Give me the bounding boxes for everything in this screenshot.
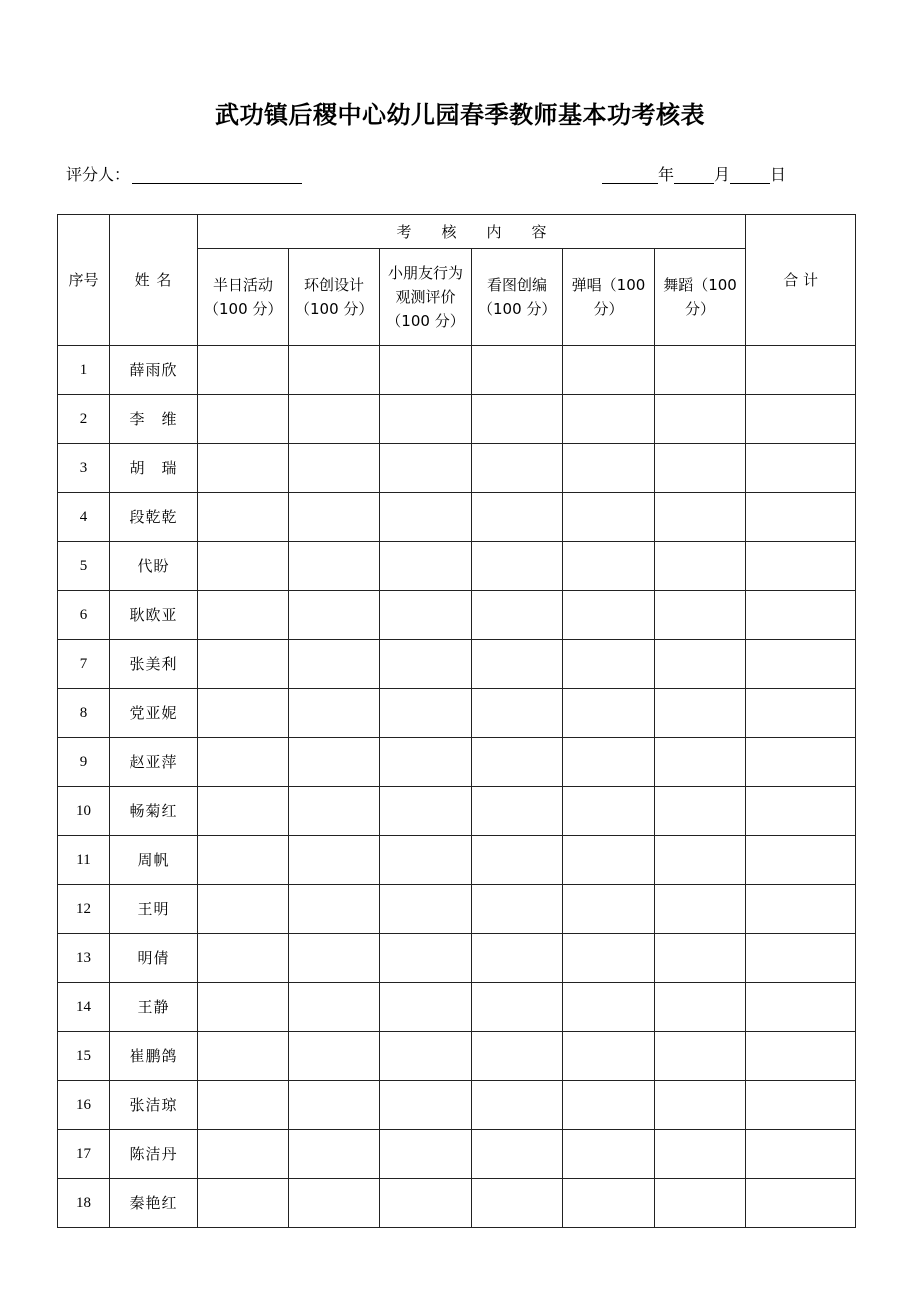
header-total: 合 计: [746, 215, 856, 346]
row-seq: 2: [58, 395, 110, 444]
score-half-day-activity-cell[interactable]: [198, 836, 289, 885]
score-child-observation-cell[interactable]: [380, 1130, 472, 1179]
score-dance-cell[interactable]: [655, 444, 746, 493]
score-child-observation-cell[interactable]: [380, 395, 472, 444]
row-teacher-name: 畅菊红: [110, 787, 198, 836]
table-row: [58, 1032, 856, 1081]
row-seq: 11: [58, 836, 110, 885]
day-blank-line[interactable]: [730, 167, 770, 184]
score-environment-design-cell[interactable]: [289, 346, 380, 395]
score-dance-cell[interactable]: [655, 983, 746, 1032]
score-singing-cell[interactable]: [563, 983, 655, 1032]
score-dance-cell[interactable]: [655, 493, 746, 542]
table-row: [58, 493, 856, 542]
score-total-cell[interactable]: [746, 1081, 856, 1130]
year-blank-line[interactable]: [602, 167, 658, 184]
score-picture-story-cell[interactable]: [472, 983, 563, 1032]
table-row: [58, 542, 856, 591]
score-half-day-activity-cell[interactable]: [198, 346, 289, 395]
score-total-cell[interactable]: [746, 591, 856, 640]
score-total-cell[interactable]: [746, 1130, 856, 1179]
table-row: [58, 738, 856, 787]
header-seq: 序号: [58, 215, 110, 346]
score-picture-story-cell[interactable]: [472, 346, 563, 395]
score-picture-story-cell[interactable]: [472, 493, 563, 542]
table-row: [58, 1081, 856, 1130]
score-environment-design-cell[interactable]: [289, 395, 380, 444]
row-teacher-name: 胡 瑞: [110, 444, 198, 493]
table-row: [58, 591, 856, 640]
score-half-day-activity-cell[interactable]: [198, 542, 289, 591]
score-singing-cell[interactable]: [563, 346, 655, 395]
row-seq: 18: [58, 1179, 110, 1228]
header-dance: 舞蹈（100 分）: [655, 249, 746, 346]
score-total-cell[interactable]: [746, 836, 856, 885]
score-child-observation-cell[interactable]: [380, 836, 472, 885]
score-total-cell[interactable]: [746, 983, 856, 1032]
date-field: [602, 162, 786, 185]
header-half-day-activity: 半日活动（100 分）: [198, 249, 289, 346]
score-child-observation-cell[interactable]: [380, 640, 472, 689]
score-total-cell[interactable]: [746, 640, 856, 689]
score-singing-cell[interactable]: [563, 689, 655, 738]
row-seq: 15: [58, 1032, 110, 1081]
score-dance-cell[interactable]: [655, 1032, 746, 1081]
header-singing: 弹唱（100 分）: [563, 249, 655, 346]
score-dance-cell[interactable]: [655, 934, 746, 983]
table-row: [58, 787, 856, 836]
header-row-group: [58, 215, 856, 249]
row-teacher-name: 崔鹏鸽: [110, 1032, 198, 1081]
score-child-observation-cell[interactable]: [380, 444, 472, 493]
scorer-field: [66, 162, 302, 185]
score-child-observation-cell[interactable]: [380, 1179, 472, 1228]
score-half-day-activity-cell[interactable]: [198, 1032, 289, 1081]
table-row: [58, 640, 856, 689]
score-singing-cell[interactable]: [563, 738, 655, 787]
score-dance-cell[interactable]: [655, 885, 746, 934]
table-row: [58, 934, 856, 983]
row-teacher-name: 赵亚萍: [110, 738, 198, 787]
row-seq: 13: [58, 934, 110, 983]
year-label: 年: [658, 165, 675, 184]
score-picture-story-cell[interactable]: [472, 1179, 563, 1228]
row-teacher-name: 段乾乾: [110, 493, 198, 542]
row-teacher-name: 周帆: [110, 836, 198, 885]
row-teacher-name: 王明: [110, 885, 198, 934]
row-seq: 16: [58, 1081, 110, 1130]
score-total-cell[interactable]: [746, 542, 856, 591]
score-half-day-activity-cell[interactable]: [198, 1081, 289, 1130]
score-child-observation-cell[interactable]: [380, 934, 472, 983]
score-total-cell[interactable]: [746, 395, 856, 444]
score-singing-cell[interactable]: [563, 1179, 655, 1228]
score-half-day-activity-cell[interactable]: [198, 787, 289, 836]
row-seq: 7: [58, 640, 110, 689]
score-environment-design-cell[interactable]: [289, 738, 380, 787]
header-name: 姓 名: [110, 215, 198, 346]
scorer-blank-line[interactable]: [132, 167, 302, 184]
row-teacher-name: 明倩: [110, 934, 198, 983]
score-half-day-activity-cell[interactable]: [198, 591, 289, 640]
score-child-observation-cell[interactable]: [380, 493, 472, 542]
score-half-day-activity-cell[interactable]: [198, 983, 289, 1032]
month-label: 月: [714, 165, 731, 184]
score-half-day-activity-cell[interactable]: [198, 885, 289, 934]
score-dance-cell[interactable]: [655, 1179, 746, 1228]
score-dance-cell[interactable]: [655, 1081, 746, 1130]
score-environment-design-cell[interactable]: [289, 640, 380, 689]
score-half-day-activity-cell[interactable]: [198, 640, 289, 689]
score-picture-story-cell[interactable]: [472, 444, 563, 493]
score-dance-cell[interactable]: [655, 591, 746, 640]
score-singing-cell[interactable]: [563, 1032, 655, 1081]
header-picture-story: 看图创编（100 分）: [472, 249, 563, 346]
score-picture-story-cell[interactable]: [472, 934, 563, 983]
row-teacher-name: 王静: [110, 983, 198, 1032]
score-environment-design-cell[interactable]: [289, 1130, 380, 1179]
score-dance-cell[interactable]: [655, 542, 746, 591]
score-child-observation-cell[interactable]: [380, 689, 472, 738]
score-half-day-activity-cell[interactable]: [198, 689, 289, 738]
score-total-cell[interactable]: [746, 493, 856, 542]
table-row: [58, 836, 856, 885]
row-teacher-name: 张美利: [110, 640, 198, 689]
score-total-cell[interactable]: [746, 738, 856, 787]
score-dance-cell[interactable]: [655, 738, 746, 787]
score-child-observation-cell[interactable]: [380, 1081, 472, 1130]
score-singing-cell[interactable]: [563, 836, 655, 885]
row-teacher-name: 代盼: [110, 542, 198, 591]
row-seq: 6: [58, 591, 110, 640]
table-row: [58, 983, 856, 1032]
score-picture-story-cell[interactable]: [472, 689, 563, 738]
table-row: [58, 1179, 856, 1228]
row-teacher-name: 党亚妮: [110, 689, 198, 738]
score-environment-design-cell[interactable]: [289, 1081, 380, 1130]
score-singing-cell[interactable]: [563, 591, 655, 640]
score-child-observation-cell[interactable]: [380, 738, 472, 787]
score-picture-story-cell[interactable]: [472, 1081, 563, 1130]
page-title: 武功镇后稷中心幼儿园春季教师基本功考核表: [215, 101, 705, 129]
score-total-cell[interactable]: [746, 1179, 856, 1228]
table-row: [58, 689, 856, 738]
score-half-day-activity-cell[interactable]: [198, 1179, 289, 1228]
score-dance-cell[interactable]: [655, 689, 746, 738]
score-child-observation-cell[interactable]: [380, 591, 472, 640]
score-singing-cell[interactable]: [563, 934, 655, 983]
row-teacher-name: 李 维: [110, 395, 198, 444]
header-assessment-content: 考 核 内 容: [198, 215, 746, 249]
score-environment-design-cell[interactable]: [289, 493, 380, 542]
score-environment-design-cell[interactable]: [289, 689, 380, 738]
score-singing-cell[interactable]: [563, 444, 655, 493]
score-half-day-activity-cell[interactable]: [198, 934, 289, 983]
score-environment-design-cell[interactable]: [289, 934, 380, 983]
score-total-cell[interactable]: [746, 444, 856, 493]
score-total-cell[interactable]: [746, 346, 856, 395]
score-total-cell[interactable]: [746, 689, 856, 738]
assessment-table: [57, 214, 856, 1228]
score-singing-cell[interactable]: [563, 542, 655, 591]
row-seq: 14: [58, 983, 110, 1032]
row-teacher-name: 陈洁丹: [110, 1130, 198, 1179]
score-child-observation-cell[interactable]: [380, 542, 472, 591]
score-total-cell[interactable]: [746, 885, 856, 934]
score-dance-cell[interactable]: [655, 640, 746, 689]
score-singing-cell[interactable]: [563, 885, 655, 934]
score-child-observation-cell[interactable]: [380, 983, 472, 1032]
score-dance-cell[interactable]: [655, 1130, 746, 1179]
score-environment-design-cell[interactable]: [289, 836, 380, 885]
score-singing-cell[interactable]: [563, 787, 655, 836]
score-environment-design-cell[interactable]: [289, 983, 380, 1032]
score-picture-story-cell[interactable]: [472, 885, 563, 934]
score-child-observation-cell[interactable]: [380, 1032, 472, 1081]
score-environment-design-cell[interactable]: [289, 885, 380, 934]
score-dance-cell[interactable]: [655, 395, 746, 444]
score-half-day-activity-cell[interactable]: [198, 1130, 289, 1179]
score-singing-cell[interactable]: [563, 1130, 655, 1179]
row-seq: 1: [58, 346, 110, 395]
row-teacher-name: 秦艳红: [110, 1179, 198, 1228]
header-child-observation: 小朋友行为观测评价 （100 分）: [380, 249, 472, 346]
score-half-day-activity-cell[interactable]: [198, 444, 289, 493]
score-picture-story-cell[interactable]: [472, 738, 563, 787]
score-environment-design-cell[interactable]: [289, 591, 380, 640]
row-seq: 10: [58, 787, 110, 836]
score-picture-story-cell[interactable]: [472, 787, 563, 836]
score-environment-design-cell[interactable]: [289, 542, 380, 591]
row-seq: 4: [58, 493, 110, 542]
score-child-observation-cell[interactable]: [380, 885, 472, 934]
header-environment-design: 环创设计（100 分）: [289, 249, 380, 346]
score-half-day-activity-cell[interactable]: [198, 493, 289, 542]
row-seq: 8: [58, 689, 110, 738]
month-blank-line[interactable]: [674, 167, 714, 184]
score-picture-story-cell[interactable]: [472, 640, 563, 689]
score-dance-cell[interactable]: [655, 346, 746, 395]
table-row: [58, 444, 856, 493]
score-total-cell[interactable]: [746, 934, 856, 983]
score-total-cell[interactable]: [746, 787, 856, 836]
score-picture-story-cell[interactable]: [472, 542, 563, 591]
row-seq: 5: [58, 542, 110, 591]
score-total-cell[interactable]: [746, 1032, 856, 1081]
score-environment-design-cell[interactable]: [289, 444, 380, 493]
score-child-observation-cell[interactable]: [380, 346, 472, 395]
scorer-label: 评分人：: [66, 165, 131, 184]
score-singing-cell[interactable]: [563, 640, 655, 689]
day-label: 日: [770, 165, 787, 184]
score-environment-design-cell[interactable]: [289, 1032, 380, 1081]
score-half-day-activity-cell[interactable]: [198, 395, 289, 444]
score-environment-design-cell[interactable]: [289, 787, 380, 836]
table-row: [58, 885, 856, 934]
row-teacher-name: 张洁琼: [110, 1081, 198, 1130]
score-singing-cell[interactable]: [563, 395, 655, 444]
score-picture-story-cell[interactable]: [472, 1032, 563, 1081]
row-seq: 9: [58, 738, 110, 787]
score-picture-story-cell[interactable]: [472, 1130, 563, 1179]
table-row: [58, 395, 856, 444]
table-row: [58, 346, 856, 395]
score-half-day-activity-cell[interactable]: [198, 738, 289, 787]
row-seq: 17: [58, 1130, 110, 1179]
score-child-observation-cell[interactable]: [380, 787, 472, 836]
score-dance-cell[interactable]: [655, 787, 746, 836]
score-picture-story-cell[interactable]: [472, 395, 563, 444]
score-environment-design-cell[interactable]: [289, 1179, 380, 1228]
row-seq: 12: [58, 885, 110, 934]
row-teacher-name: 耿欧亚: [110, 591, 198, 640]
score-picture-story-cell[interactable]: [472, 591, 563, 640]
score-picture-story-cell[interactable]: [472, 836, 563, 885]
score-singing-cell[interactable]: [563, 1081, 655, 1130]
table-row: [58, 1130, 856, 1179]
score-dance-cell[interactable]: [655, 836, 746, 885]
row-seq: 3: [58, 444, 110, 493]
score-singing-cell[interactable]: [563, 493, 655, 542]
row-teacher-name: 薛雨欣: [110, 346, 198, 395]
